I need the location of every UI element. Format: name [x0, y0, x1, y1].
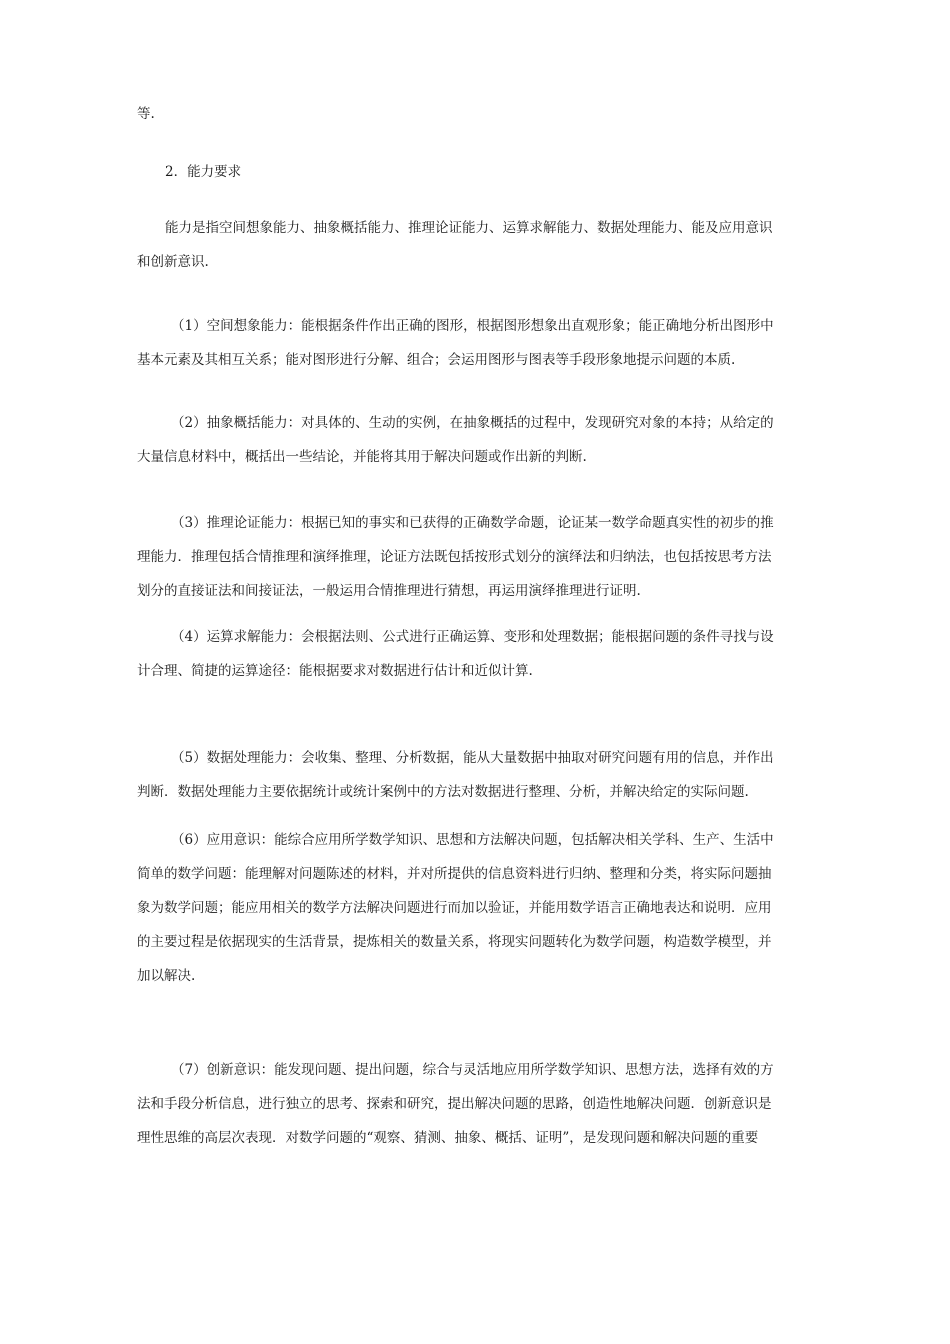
item-paragraph-3 [137, 506, 817, 608]
text-line: （6）应用意识：能综合应用所学数学知识、思想和方法解决问题，包括解决相关学科、生产、生活中 [171, 832, 774, 848]
text-line: 判断．数据处理能力主要依据统计或统计案例中的方法对数据进行整理、分析，并解决给定的实际问题. [137, 784, 749, 800]
text-line: 计合理、简捷的运算途径：能根据要求对数据进行估计和近似计算. [137, 663, 533, 679]
item-paragraph-4 [137, 620, 817, 688]
text-line: （5）数据处理能力：会收集、整理、分析数据，能从大量数据中抽取对研究问题有用的信息，并作出 [171, 750, 774, 766]
item-paragraph-6 [137, 823, 817, 993]
text-line: 加以解决. [137, 968, 196, 984]
text-line: 等. [137, 106, 155, 122]
text-line: 法和手段分析信息，进行独立的思考、探索和研究，提出解决问题的思路，创造性地解决问题．创新意识是 [137, 1096, 772, 1112]
text-line: （3）推理论证能力：根据已知的事实和已获得的正确数学命题，论证某一数学命题真实性的初步的推 [171, 515, 774, 531]
section-heading [137, 155, 817, 189]
intro-paragraph [137, 211, 817, 279]
text-line: 能力是指空间想象能力、抽象概括能力、推理论证能力、运算求解能力、数据处理能力、能及应用意识 [165, 220, 773, 236]
text-line: （4）运算求解能力：会根据法则、公式进行正确运算、变形和处理数据；能根据问题的条件寻找与设 [171, 629, 774, 645]
text-line: （7）创新意识：能发现问题、提出问题，综合与灵活地应用所学数学知识、思想方法，选择有效的方 [171, 1062, 774, 1078]
text-line: 简单的数学问题：能理解对问题陈述的材料，并对所提供的信息资料进行归纳、整理和分类，将实际问题抽 [137, 866, 772, 882]
text-line: 理性思维的高层次表现．对数学问题的“观察、猜测、抽象、概括、证明”，是发现问题和解决问题的重要 [137, 1130, 759, 1146]
text-line: 划分的直接证法和间接证法，一般运用合情推理进行猜想，再运用演绎推理进行证明. [137, 583, 641, 599]
text-line: 象为数学问题；能应用相关的数学方法解决问题进行而加以验证，并能用数学语言正确地表达和说明．应用 [137, 900, 772, 916]
text-line: （1）空间想象能力：能根据条件作出正确的图形，根据图形想象出直观形象；能正确地分析出图形中 [171, 318, 774, 334]
item-paragraph-1 [137, 309, 817, 377]
text-line: 理能力．推理包括合情推理和演绎推理，论证方法既包括按形式划分的演绎法和归纳法，也包括按思考方法 [137, 549, 772, 565]
heading-line: 2．能力要求 [165, 164, 242, 180]
text-line: 基本元素及其相互关系；能对图形进行分解、组合；会运用图形与图表等手段形象地提示问题的本质. [137, 352, 736, 368]
text-line: （2）抽象概括能力：对具体的、生动的实例，在抽象概括的过程中，发现研究对象的本持；从给定的 [171, 415, 774, 431]
text-line: 大量信息材料中，概括出一些结论，并能将其用于解决问题或作出新的判断. [137, 449, 587, 465]
item-paragraph-2 [137, 406, 817, 474]
text-line: 和创新意识. [137, 254, 209, 270]
item-paragraph-7 [137, 1053, 817, 1155]
text-line: 的主要过程是依据现实的生活背景，提炼相关的数量关系，将现实问题转化为数学问题，构造数学模型，并 [137, 934, 772, 950]
text-fragment [137, 97, 817, 131]
item-paragraph-5 [137, 741, 817, 809]
